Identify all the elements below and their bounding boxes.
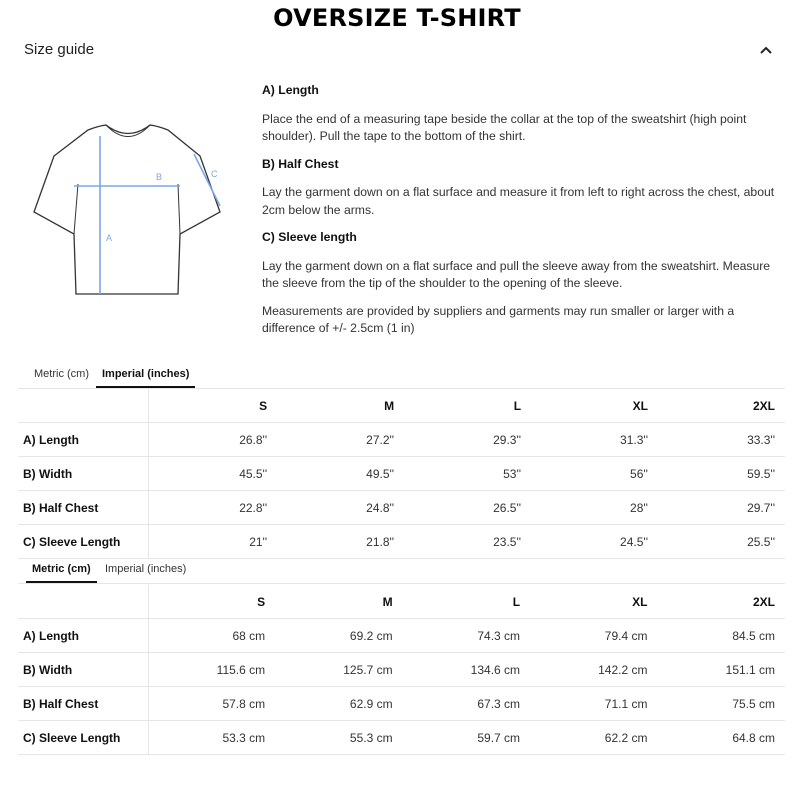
table-cell: 62.2 cm (530, 721, 657, 755)
row-label: C) Sleeve Length (18, 525, 149, 559)
desc-text: Place the end of a measuring tape beside the collar at the top of the sweatshirt (high point shoulder). Pull the tape to the bottom of the shirt. (262, 111, 747, 143)
table-cell: 22.8'' (149, 491, 278, 525)
table-cell: 115.6 cm (149, 653, 276, 687)
row-label: A) Length (18, 619, 149, 653)
tab-metric[interactable]: Metric (cm) (34, 368, 89, 380)
table-cell: 56'' (531, 457, 658, 491)
size-table-metric (18, 585, 785, 755)
table-cell: 21'' (149, 525, 278, 559)
desc-heading: B) Half Chest (262, 156, 339, 171)
col-header: S (149, 585, 276, 619)
desc-heading: C) Sleeve length (262, 230, 357, 244)
table-cell: 26.5'' (404, 491, 531, 525)
table-cell: 74.3 cm (403, 619, 530, 653)
col-header: XL (530, 585, 657, 619)
table-cell: 142.2 cm (530, 653, 657, 687)
label-c: C (211, 169, 218, 179)
tshirt-measurement-diagram (28, 122, 228, 304)
col-header: M (275, 585, 402, 619)
table-header-row (18, 389, 785, 423)
desc-text: Lay the garment down on a flat surface and pull the sleeve away from the sweatshirt. Measure the sleeve from the tip of the shoulder to the opening of the sleeve. (262, 258, 771, 290)
col-header: L (403, 585, 530, 619)
table-row (18, 687, 785, 721)
table-header-row (18, 585, 785, 619)
table-cell: 71.1 cm (530, 687, 657, 721)
table-cell: 79.4 cm (530, 619, 657, 653)
table-cell: 49.5'' (277, 457, 404, 491)
table-cell: 28'' (531, 491, 658, 525)
table-cell: 59.7 cm (403, 721, 530, 755)
chevron-up-icon[interactable] (757, 41, 775, 59)
table-cell: 62.9 cm (275, 687, 402, 721)
size-guide-title: Size guide (24, 41, 95, 58)
table-row (18, 491, 785, 525)
table-cell: 53.3 cm (149, 721, 276, 755)
table-cell: 21.8'' (277, 525, 404, 559)
table-row (18, 525, 785, 559)
unit-tabs (18, 561, 785, 584)
table-row (18, 457, 785, 491)
table-corner (18, 585, 149, 619)
col-header: XL (531, 389, 658, 423)
size-guide-header[interactable] (15, 38, 785, 62)
row-label: B) Width (18, 457, 149, 491)
table-cell: 24.5'' (531, 525, 658, 559)
row-label: B) Half Chest (18, 687, 149, 721)
table-cell: 69.2 cm (275, 619, 402, 653)
desc-text: Lay the garment down on a flat surface and measure it from left to right across the chest, about 2cm below the arms. (262, 185, 775, 217)
measurement-descriptions (262, 82, 782, 338)
table-row (18, 653, 785, 687)
table-cell: 59.5'' (658, 457, 785, 491)
table-cell: 24.8'' (277, 491, 404, 525)
page-title: OVERSIZE T-SHIRT (273, 4, 521, 32)
table-cell: 67.3 cm (403, 687, 530, 721)
table-row (18, 423, 785, 457)
row-label: B) Width (18, 653, 149, 687)
table-cell: 151.1 cm (657, 653, 785, 687)
col-header: M (277, 389, 404, 423)
table-cell: 33.3'' (658, 423, 785, 457)
table-corner (18, 389, 149, 423)
table-cell: 64.8 cm (657, 721, 785, 755)
measurement-note: Measurements are provided by suppliers and garments may run smaller or larger with a difference of +/- 2.5cm (1 in) (262, 303, 735, 335)
tab-imperial[interactable]: Imperial (inches) (96, 368, 195, 388)
row-label: B) Half Chest (18, 491, 149, 525)
table-cell: 45.5'' (149, 457, 278, 491)
tab-metric[interactable]: Metric (cm) (26, 563, 97, 583)
table-cell: 29.3'' (404, 423, 531, 457)
table-cell: 29.7'' (658, 491, 785, 525)
table-cell: 57.8 cm (149, 687, 276, 721)
col-header: L (404, 389, 531, 423)
table-cell: 75.5 cm (657, 687, 785, 721)
tshirt-outline (34, 125, 220, 294)
table-cell: 27.2'' (277, 423, 404, 457)
desc-heading: A) Length (262, 83, 319, 97)
label-b: B (156, 172, 163, 182)
table-row (18, 619, 785, 653)
size-table-imperial (18, 389, 785, 559)
table-cell: 23.5'' (404, 525, 531, 559)
unit-tabs (18, 366, 785, 389)
table-cell: 134.6 cm (403, 653, 530, 687)
row-label: C) Sleeve Length (18, 721, 149, 755)
table-cell: 68 cm (149, 619, 276, 653)
table-cell: 84.5 cm (657, 619, 785, 653)
table-cell: 55.3 cm (275, 721, 402, 755)
table-row (18, 721, 785, 755)
col-header: 2XL (657, 585, 785, 619)
col-header: S (149, 389, 278, 423)
table-cell: 26.8'' (149, 423, 278, 457)
tab-imperial[interactable]: Imperial (inches) (105, 563, 187, 575)
table-cell: 125.7 cm (275, 653, 402, 687)
label-a: A (106, 233, 113, 243)
table-cell: 25.5'' (658, 525, 785, 559)
table-cell: 31.3'' (531, 423, 658, 457)
table-cell: 53'' (404, 457, 531, 491)
row-label: A) Length (18, 423, 149, 457)
col-header: 2XL (658, 389, 785, 423)
